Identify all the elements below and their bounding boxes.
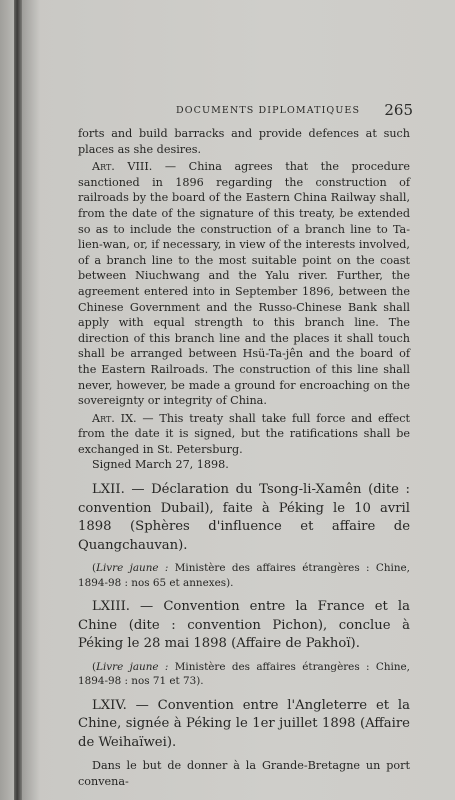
article-8: [78, 159, 410, 409]
source-italic: Livre jaune :: [96, 562, 169, 575]
article-8-label: Art. VIII.: [92, 160, 153, 174]
running-title: DOCUMENTS DIPLOMATIQUES: [176, 105, 361, 116]
article-9-text: — This treaty shall take full force and effect from the date it is signed, but the ratifications shall be exchanged in St. Petersburg.: [78, 411, 410, 456]
article-8-text: — China agrees that the procedure sanctioned in 1896 regarding the construction of railroads by the board of the Eastern China Railway shall, from the date of the signature of this treaty, be extended so as to include the construction of a branch line to Ta-lien-wan, or, if necessary, in view of the interests involved, of a branch line to the most suitable point on the coast between Niuchwang and the Yalu river. Further, the agreement entered into in September 1896, between the Chinese Government and the Russo-Chinese Bank shall apply with equal strength to this branch line. The direction of this branch line and the places it shall touch shall be arranged between Hsü-Ta-jên and the board of the Eastern Railroads. The construction of this line shall never, however, be made a ground for encroaching on the sovereignty or integrity of China.: [78, 160, 410, 408]
entry-source-lxii: (Livre jaune : Ministère des affaires étrangères : Chine, 1894-98 : nos 65 et annexes).: [78, 562, 410, 589]
entry-heading-lxiv: LXIV. — Convention entre l'Angleterre et la Chine, signée à Péking le 1er juillet 1898 (Affaire de Weihaïwei).: [78, 697, 410, 750]
book-spine: [14, 0, 22, 800]
article-9: [78, 411, 410, 458]
entry-source-lxiii: (Livre jaune : Ministère des affaires étrangères : Chine, 1894-98 : nos 71 et 73).: [78, 660, 410, 688]
source-italic: Livre jaune :: [96, 660, 169, 673]
source-rest: Ministère des affaires étrangères : Chine, 1894-98 : nos 65 et annexes).: [78, 562, 410, 589]
entry-heading-lxii: LXII. — Déclaration du Tsong-li-Xamên (dite : convention Dubail), faite à Péking le 10 avril 1898 (Sphères d'influence et affaire de Quangchauvan).: [78, 482, 410, 553]
page-number: 265: [384, 101, 413, 119]
entry-heading-lxiii: LXIII. — Convention entre la France et la Chine (dite : convention Pichon), conclue à Péking le 28 mai 1898 (Affaire de Pakhoï).: [78, 599, 410, 652]
running-header: [76, 101, 413, 119]
page-fold-shadow: [22, 0, 40, 800]
source-rest: Ministère des affaires étrangères : Chine, 1894-98 : nos 71 et 73).: [78, 660, 410, 688]
article-9-label: Art. IX.: [92, 411, 137, 425]
page-text: [78, 126, 410, 790]
signed-line: Signed March 27, 1898.: [92, 458, 229, 472]
final-line: Dans le but de donner à la Grande-Bretagne un port convena-: [78, 759, 410, 789]
paragraph-continuation: forts and build barracks and provide defences at such places as she desires.: [78, 127, 410, 156]
